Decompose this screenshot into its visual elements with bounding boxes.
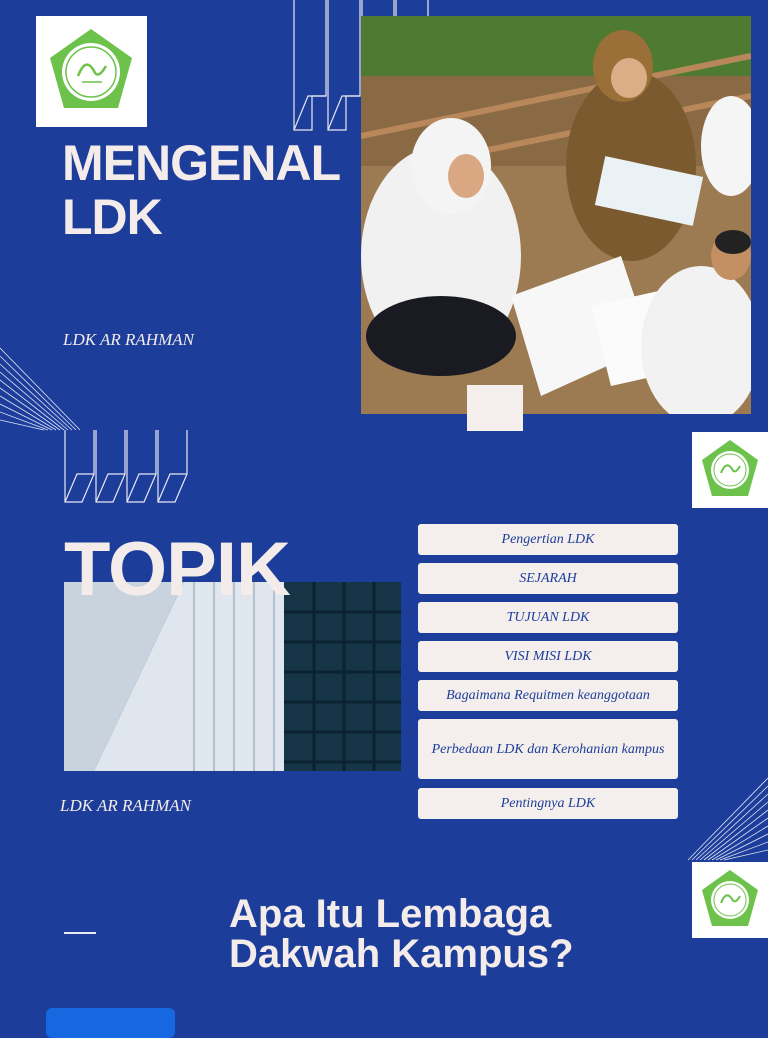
ldk-pentagon-logo-icon <box>692 862 768 938</box>
students-photo <box>361 16 751 414</box>
topic-item-sejarah[interactable]: SEJARAH <box>418 563 678 594</box>
topic-item-requitmen[interactable]: Bagaimana Requitmen keanggotaan <box>418 680 678 711</box>
ldk-pentagon-logo-icon <box>36 16 147 127</box>
organization-label-top: LDK AR RAHMAN <box>63 330 194 349</box>
question-heading <box>229 894 574 974</box>
decorative-dash <box>64 932 96 934</box>
page-title-line2: LDK <box>62 189 162 245</box>
ldk-logo-right-bottom <box>692 862 768 938</box>
organization-label-bottom: LDK AR RAHMAN <box>60 796 191 815</box>
topic-item-tujuan[interactable]: TUJUAN LDK <box>418 602 678 633</box>
page-title <box>62 136 340 244</box>
topic-heading: TOPIK <box>64 527 290 612</box>
topic-item-visi-misi[interactable]: VISI MISI LDK <box>418 641 678 672</box>
question-heading-line2: Dakwah Kampus? <box>229 932 574 976</box>
decorative-square <box>467 385 523 431</box>
ldk-logo-top-left <box>36 16 147 127</box>
topic-item-pengertian[interactable]: Pengertian LDK <box>418 524 678 555</box>
ldk-logo-right-middle <box>692 432 768 508</box>
decorative-line-fan-left <box>0 346 82 432</box>
topic-item-pentingnya[interactable]: Pentingnya LDK <box>418 788 678 819</box>
topic-item-perbedaan[interactable]: Perbedaan LDK dan Kerohanian kampus <box>418 719 678 779</box>
next-button[interactable] <box>46 1008 175 1038</box>
page-title-line1: MENGENAL <box>62 135 341 191</box>
decorative-line-fan-right <box>686 776 768 862</box>
decorative-stripes-middle <box>62 430 192 504</box>
question-heading-line1: Apa Itu Lembaga <box>229 892 552 936</box>
ldk-pentagon-logo-icon <box>692 432 768 508</box>
